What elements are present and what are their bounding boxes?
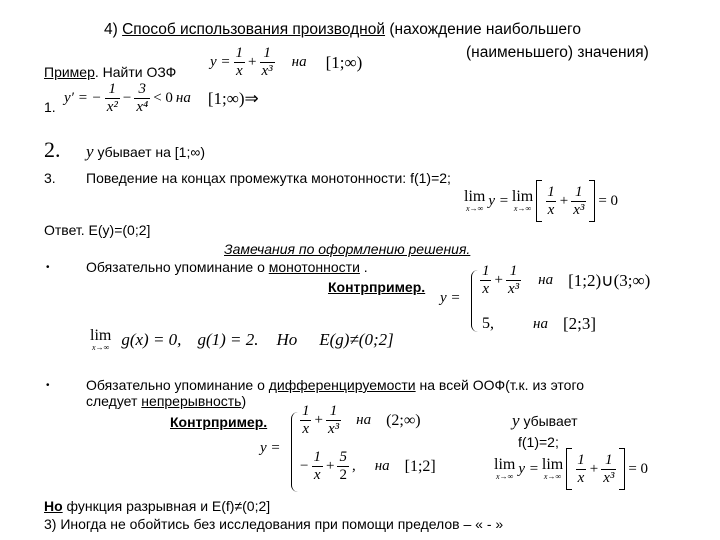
bullet2-word: дифференцируемости [268,377,416,393]
step1-f1-num: 1 [108,81,117,97]
step1-interval: [1;∞)⇒ [207,88,259,108]
step1-number: 1. [44,99,56,115]
piece2-r1-na: на [356,412,372,428]
side-text: убывает [523,413,578,429]
limg-formula [90,328,394,352]
piece1-f1-num: 1 [482,263,490,279]
bullet2-pre: Обязательно упоминание о [86,377,269,393]
limg-g1: g(1) = 2. [197,330,259,349]
side-f: f(1)=2; [518,434,559,450]
step3-text: Поведение на концах промежутка монотонности: f(1)=2; [86,170,451,186]
piece2-y: y = [260,440,281,456]
bullet1-text [86,259,368,276]
piece1-int2: [2;3] [562,314,596,333]
example-f2-den: x³ [261,63,273,79]
piece1-y: y = [440,290,461,306]
example-f1-den: x [235,63,243,79]
final-line1 [44,498,270,515]
step1-f2-den: x⁴ [136,99,149,115]
bullet2-dot: • [46,380,50,391]
limg-e: E(g)≠(0;2] [319,330,394,349]
piece2-r2-minus: − [300,458,309,474]
title-method: Способ использования производной [122,21,386,38]
limit1-eq: = 0 [598,192,619,209]
piece2-r1-f2-den: x³ [327,421,340,437]
limit1-sub: x→∞ [466,204,484,213]
limit2-sub: x→∞ [496,472,514,481]
step2-y: y [86,142,94,161]
step2-text: убывает на [1;∞) [97,144,205,160]
limit2-lim2: lim [541,456,564,473]
limit2-f1-den: x [577,469,585,486]
piece2-r2-f2-den: 2 [339,467,347,483]
piece2-r2-na: на [374,458,390,474]
bullet1-word: монотонности [268,259,360,275]
piece2-r1-f1-den: x [302,421,310,437]
bullet2-line2 [86,393,246,410]
example-plus: + [248,54,257,70]
title-number: 4) [104,21,118,38]
bullet1-pre: Обязательно упоминание о [86,259,269,275]
bullet2-post: на всей ООФ(т.к. из этого [415,377,585,393]
answer-text: Ответ. E(y)=(0;2] [44,222,151,238]
limit1-f2-den: x³ [573,201,585,218]
limit2-f2-den: x³ [603,469,615,486]
final-no: Но [44,498,63,514]
piece1-row1 [480,264,650,297]
bullet2-line1 [86,377,584,394]
bullet1-dot: • [46,262,50,273]
piece2-r2-plus: + [325,458,335,474]
example-y: y = [210,54,231,70]
limg-no: Но [276,330,298,349]
step2-text-row [86,143,205,161]
limit1-lim: lim [464,188,486,205]
piece2-r2-int: [1;2] [404,457,436,475]
side-note [512,412,577,430]
piece1-int1: [1;2)∪(3;∞) [568,270,651,290]
limit2-formula [494,448,648,490]
piece1-plus: + [494,272,503,288]
limit2-eq: = 0 [628,460,649,477]
limit1-formula [464,180,618,222]
example-text: . Найти ОЗФ [94,64,177,80]
bullet2-line2-word: непрерывность [141,393,242,409]
piece2-r2-f1-den: x [313,467,321,483]
piece1-f1-den: x [482,281,490,297]
limit1-sub2: x→∞ [513,204,532,213]
step1-lt: < 0 [153,90,173,106]
title-paren-line2: (наименьшего) значения) [466,44,649,61]
title-paren-line1: (нахождение наибольшего [389,21,581,38]
piece2-r2-comma: , [351,458,356,474]
bullet2-line2-post: ) [241,393,247,409]
piece2-r2-f2-num: 5 [339,449,347,465]
piece1-brace [471,270,478,332]
piece2-r2-f1-num: 1 [313,449,321,465]
limit1-f1-num: 1 [547,183,555,200]
limg-sub: x→∞ [92,343,110,352]
step2-number: 2. [44,137,61,162]
bullet2-line2-pre: следует [86,393,142,409]
remarks-title: Замечания по оформлению решения. [224,241,471,257]
example-f2-num: 1 [263,45,271,61]
example-line [44,64,176,81]
limit1-f2-num: 1 [575,183,583,200]
limit1-lim2: lim [511,188,534,205]
piece2-r1-plus: + [314,412,323,428]
piece2-row2 [300,450,436,483]
example-interval: [1;∞) [325,52,363,72]
limit2-sub2: x→∞ [543,472,562,481]
piece2-r1-f1-num: 1 [302,403,310,419]
limg-lim: lim [90,327,112,344]
limit2-lim: lim [494,456,516,473]
piece1-na2: на [533,315,548,332]
side-y: y [512,411,520,430]
limit2-f2-num: 1 [605,451,613,468]
piece1-na1: на [538,272,554,288]
piece2-r1-int: (2;∞) [386,411,421,429]
limit2-f1-num: 1 [577,451,585,468]
example-formula [210,46,362,79]
example-na: на [291,54,307,70]
piece1-row2 [482,314,596,334]
step1-yprime: y′ = − [64,90,102,106]
bullet1-counter: Контрпример. [328,279,426,295]
piece2-brace [291,412,298,492]
limit2-plus: + [589,460,599,477]
final-text: функция разрывная и E(f)≠(0;2] [62,498,271,514]
bullet2-counter: Контрпример. [170,414,268,430]
step1-f1-den: x² [106,99,118,115]
step1-f2-num: 3 [138,81,146,97]
step1-minus: − [122,90,132,106]
limit2-y: y = [518,460,539,477]
final-line2: 3) Иногда не обойтись без исследования при помощи пределов – « - » [44,516,504,532]
limg-g: g(x) = 0, [121,330,182,349]
piece1-f2-den: x³ [507,281,520,297]
piece1-val: 5, [482,315,494,332]
piece2-row1 [300,404,421,437]
step1-formula [64,82,259,115]
example-label: Пример [44,64,95,80]
example-f1-num: 1 [235,45,244,61]
bullet1-post: . [359,259,368,275]
limit1-f1-den: x [547,201,555,218]
piece1-f2-num: 1 [509,263,518,279]
piece2-r1-f2-num: 1 [329,403,338,419]
step1-na: на [175,90,191,106]
limit1-y: y = [488,192,509,209]
limit1-plus: + [559,192,569,209]
slide-title [104,20,581,39]
step3-number: 3. [44,170,56,186]
